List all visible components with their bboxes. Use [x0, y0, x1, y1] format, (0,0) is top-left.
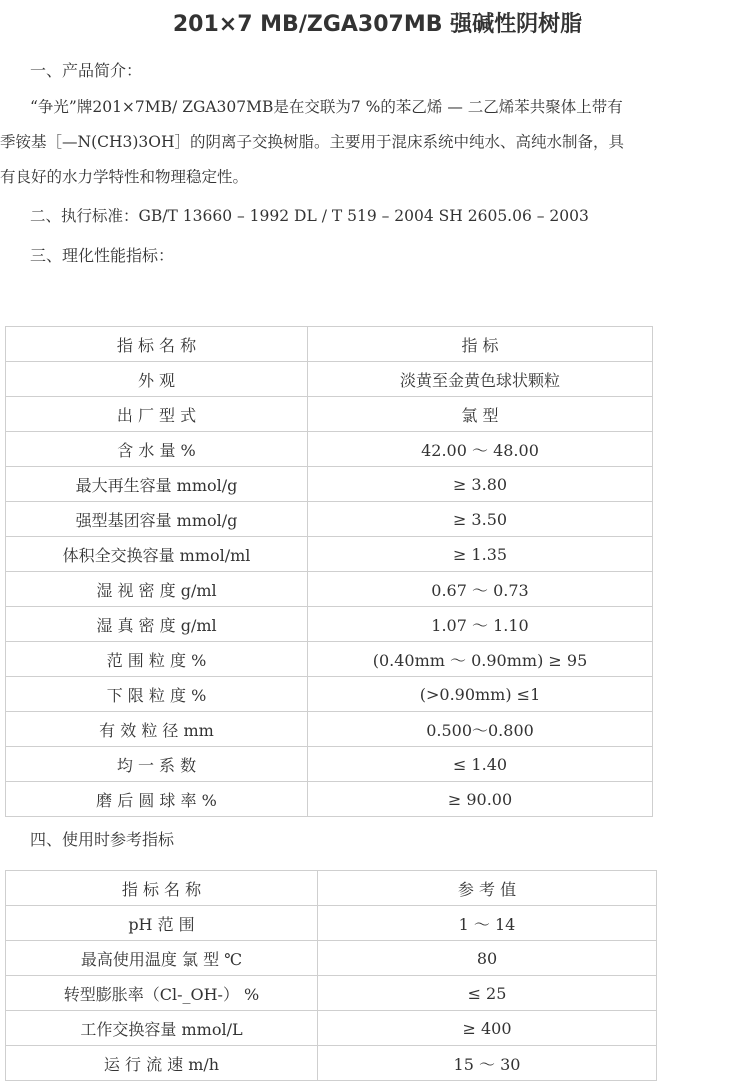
- table-row: [6, 941, 657, 976]
- table-row: [6, 467, 653, 502]
- table-row: [6, 607, 653, 642]
- row-label: 均 一 系 数: [6, 747, 308, 782]
- row-label: 外 观: [6, 362, 308, 397]
- row-value: (>0.90mm) ≤1: [308, 677, 653, 712]
- intro-text-line-2: 季铵基［—N(CH3)3OH］的阴离子交换树脂。主要用于混床系统中纯水、高纯水制备，具: [0, 133, 624, 151]
- row-value: 氯 型: [308, 397, 653, 432]
- row-label: 最高使用温度 氯 型 ℃: [6, 941, 318, 976]
- physchem-table-body: [6, 327, 653, 817]
- table-header-row: [6, 327, 653, 362]
- row-label: 体积全交换容量 mmol/ml: [6, 537, 308, 572]
- intro-text-line-1: “争光”牌201×7MB/ ZGA307MB是在交联为7 %的苯乙烯 — 二乙烯苯共聚体上带有: [30, 98, 623, 116]
- row-value: 0.67 ～ 0.73: [308, 572, 653, 607]
- row-label: 下 限 粒 度 %: [6, 677, 308, 712]
- table-row: [6, 1011, 657, 1046]
- usage-heading: 四、使用时参考指标: [30, 830, 175, 849]
- row-value: 15 ～ 30: [318, 1046, 657, 1081]
- row-label: 范 围 粒 度 %: [6, 642, 308, 677]
- row-value: ≤ 1.40: [308, 747, 653, 782]
- row-value: 1.07 ～ 1.10: [308, 607, 653, 642]
- table-header-row: [6, 871, 657, 906]
- intro-heading: 一、产品简介：: [30, 61, 143, 80]
- standard-line: 二、执行标准：GB/T 13660 – 1992 DL / T 519 – 2004 SH 2605.06 – 2003: [30, 207, 589, 225]
- row-label: 湿 真 密 度 g/ml: [6, 607, 308, 642]
- row-label: 运 行 流 速 m/h: [6, 1046, 318, 1081]
- row-label: 出 厂 型 式: [6, 397, 308, 432]
- row-label: 最大再生容量 mmol/g: [6, 467, 308, 502]
- row-value: 0.500～0.800: [308, 712, 653, 747]
- table-row: [6, 976, 657, 1011]
- table-row: [6, 906, 657, 941]
- intro-text-line-3: 有良好的水力学特性和物理稳定性。: [0, 168, 249, 186]
- row-label: 转型膨胀率（Cl-_OH-） %: [6, 976, 318, 1011]
- table-row: [6, 362, 653, 397]
- usage-table-body: [6, 871, 657, 1081]
- page-title: 201×7 MB/ZGA307MB 强碱性阴树脂: [172, 12, 583, 37]
- row-value: ≥ 1.35: [308, 537, 653, 572]
- row-value: ≥ 3.80: [308, 467, 653, 502]
- table-row: [6, 572, 653, 607]
- table-row: [6, 677, 653, 712]
- table-row: [6, 537, 653, 572]
- physchem-heading: 三、理化性能指标：: [30, 246, 175, 265]
- row-value: 淡黄至金黄色球状颗粒: [308, 362, 653, 397]
- row-value: 80: [318, 941, 657, 976]
- row-value: 42.00 ～ 48.00: [308, 432, 653, 467]
- row-value: ≥ 90.00: [308, 782, 653, 817]
- header-cell-name: 指 标 名 称: [6, 871, 318, 906]
- row-label: 工作交换容量 mmol/L: [6, 1011, 318, 1046]
- header-cell-value: 指 标: [308, 327, 653, 362]
- row-value: ≥ 400: [318, 1011, 657, 1046]
- table-row: [6, 397, 653, 432]
- table-row: [6, 747, 653, 782]
- row-value: ≤ 25: [318, 976, 657, 1011]
- row-label: 湿 视 密 度 g/ml: [6, 572, 308, 607]
- table-row: [6, 1046, 657, 1081]
- row-label: 磨 后 圆 球 率 %: [6, 782, 308, 817]
- row-value: (0.40mm ～ 0.90mm) ≥ 95: [308, 642, 653, 677]
- usage-reference-table: [5, 870, 657, 1081]
- header-cell-value: 参 考 值: [318, 871, 657, 906]
- row-value: ≥ 3.50: [308, 502, 653, 537]
- table-row: [6, 782, 653, 817]
- physchem-spec-table: [5, 326, 653, 817]
- row-label: 含 水 量 %: [6, 432, 308, 467]
- row-label: pH 范 围: [6, 906, 318, 941]
- row-value: 1 ～ 14: [318, 906, 657, 941]
- table-row: [6, 502, 653, 537]
- row-label: 强型基团容量 mmol/g: [6, 502, 308, 537]
- table-row: [6, 642, 653, 677]
- row-label: 有 效 粒 径 mm: [6, 712, 308, 747]
- table-row: [6, 712, 653, 747]
- header-cell-name: 指 标 名 称: [6, 327, 308, 362]
- table-row: [6, 432, 653, 467]
